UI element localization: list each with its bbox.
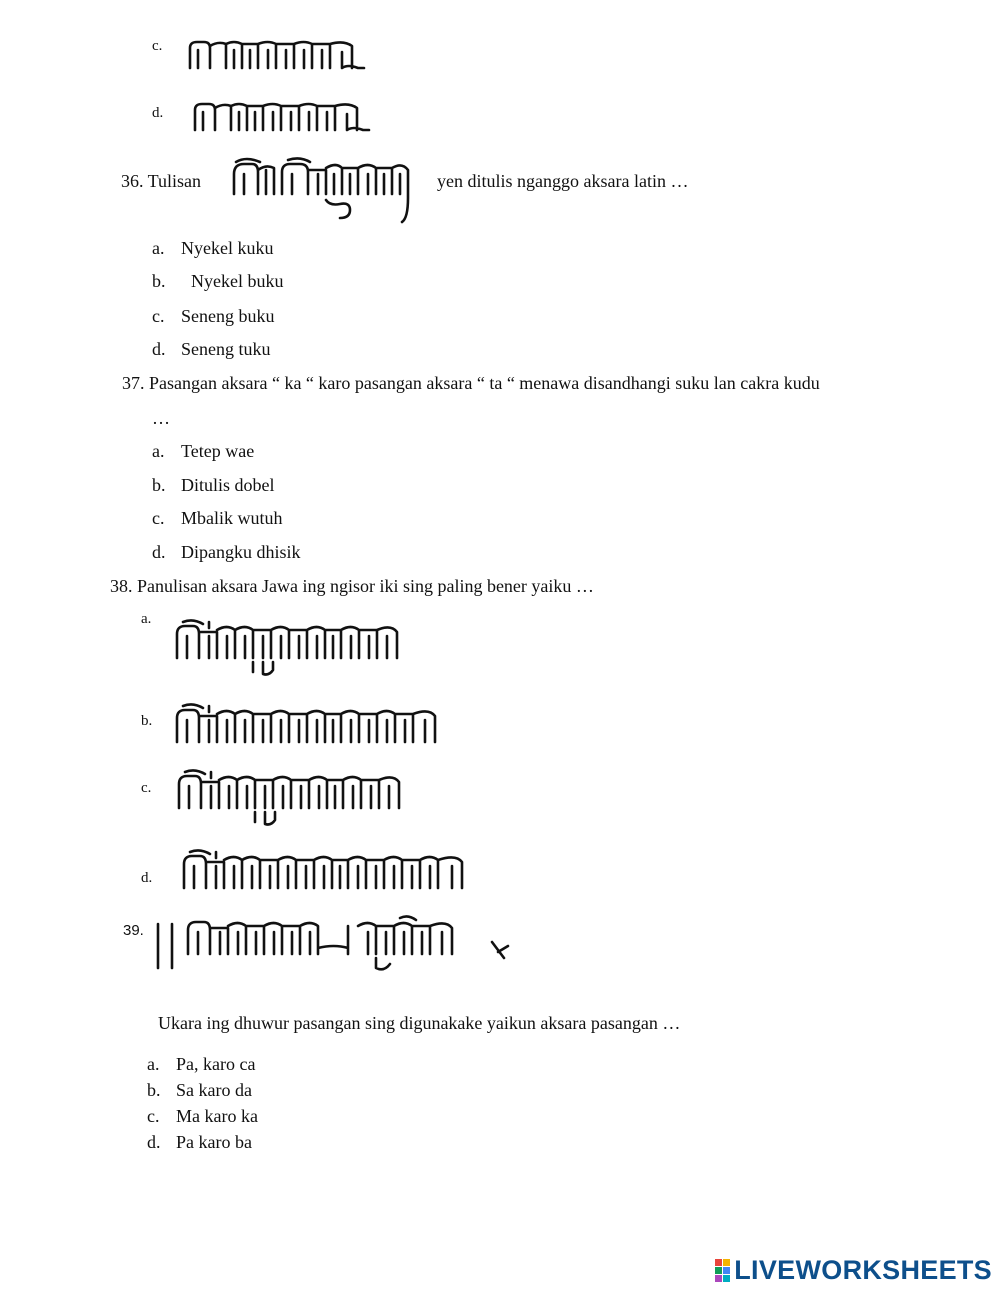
q36-option-b-letter: b. <box>152 271 166 291</box>
q37-prompt-line2: … <box>152 408 170 428</box>
q36-javanese-script <box>230 158 420 224</box>
q38-prompt: 38. Panulisan aksara Jawa ing ngisor iki sing paling bener yaiku … <box>110 576 594 596</box>
logo-mark-square <box>715 1259 722 1266</box>
q38-option-b-label: b. <box>141 713 153 729</box>
q37-option-c-text: Mbalik wutuh <box>181 508 283 528</box>
q36-prompt-end: yen ditulis nganggo aksara latin … <box>437 171 689 191</box>
logo-mark-square <box>723 1275 730 1282</box>
q37-option-b-text: Ditulis dobel <box>181 475 275 495</box>
q39-number: 39. <box>123 922 144 939</box>
q39-option-d-text: Pa karo ba <box>176 1132 252 1152</box>
q39-option-b-letter: b. <box>147 1080 161 1100</box>
q35-option-c-javanese-script <box>188 38 368 72</box>
q39-option-a-letter: a. <box>147 1054 160 1074</box>
q36-option-d-text: Seneng tuku <box>181 339 271 359</box>
q36-option-c-text: Seneng buku <box>181 306 275 326</box>
q38-option-c-javanese-script <box>175 768 407 830</box>
q39-option-c-text: Ma karo ka <box>176 1106 258 1126</box>
logo-mark-square <box>723 1259 730 1266</box>
q37-option-d-text: Dipangku dhisik <box>181 542 301 562</box>
q38-option-b-javanese-script <box>173 702 445 758</box>
q37-option-c-letter: c. <box>152 508 165 528</box>
q36-option-a-text: Nyekel kuku <box>181 238 274 258</box>
q36-option-b-text: Nyekel buku <box>191 271 284 291</box>
q38-option-d-label: d. <box>141 870 153 886</box>
q39-javanese-sentence <box>152 914 514 974</box>
q37-option-a-letter: a. <box>152 441 165 461</box>
q38-option-a-label: a. <box>141 611 152 627</box>
q39-option-c-letter: c. <box>147 1106 160 1126</box>
logo-mark-square <box>715 1267 722 1274</box>
q38-option-a-javanese-script <box>173 618 405 680</box>
q39-option-a-text: Pa, karo ca <box>176 1054 256 1074</box>
q38-option-d-javanese-script <box>180 848 472 904</box>
logo-mark-square <box>723 1267 730 1274</box>
q35-option-c-label: c. <box>152 38 163 54</box>
q39-option-d-letter: d. <box>147 1132 161 1152</box>
logo-mark-icon <box>715 1259 730 1282</box>
q36-option-a-letter: a. <box>152 238 165 258</box>
q36-prompt-start: 36. Tulisan <box>121 171 202 191</box>
logo-text: LIVEWORKSHEETS <box>734 1254 992 1285</box>
logo-mark-square <box>715 1275 722 1282</box>
q35-option-d-javanese-script <box>193 100 373 134</box>
q38-option-c-label: c. <box>141 780 152 796</box>
q37-option-a-text: Tetep wae <box>181 441 255 461</box>
liveworksheets-logo[interactable] <box>715 1255 992 1285</box>
q35-option-d-label: d. <box>152 105 164 121</box>
q36-option-c-letter: c. <box>152 306 165 326</box>
q37-option-b-letter: b. <box>152 475 166 495</box>
q37-prompt-line1: 37. Pasangan aksara “ ka “ karo pasangan aksara “ ta “ menawa disandhangi suku lan cakra kudu <box>122 373 820 393</box>
q36-option-d-letter: d. <box>152 339 166 359</box>
q39-prompt: Ukara ing dhuwur pasangan sing digunakake yaikun aksara pasangan … <box>158 1013 681 1033</box>
q37-option-d-letter: d. <box>152 542 166 562</box>
q39-option-b-text: Sa karo da <box>176 1080 252 1100</box>
